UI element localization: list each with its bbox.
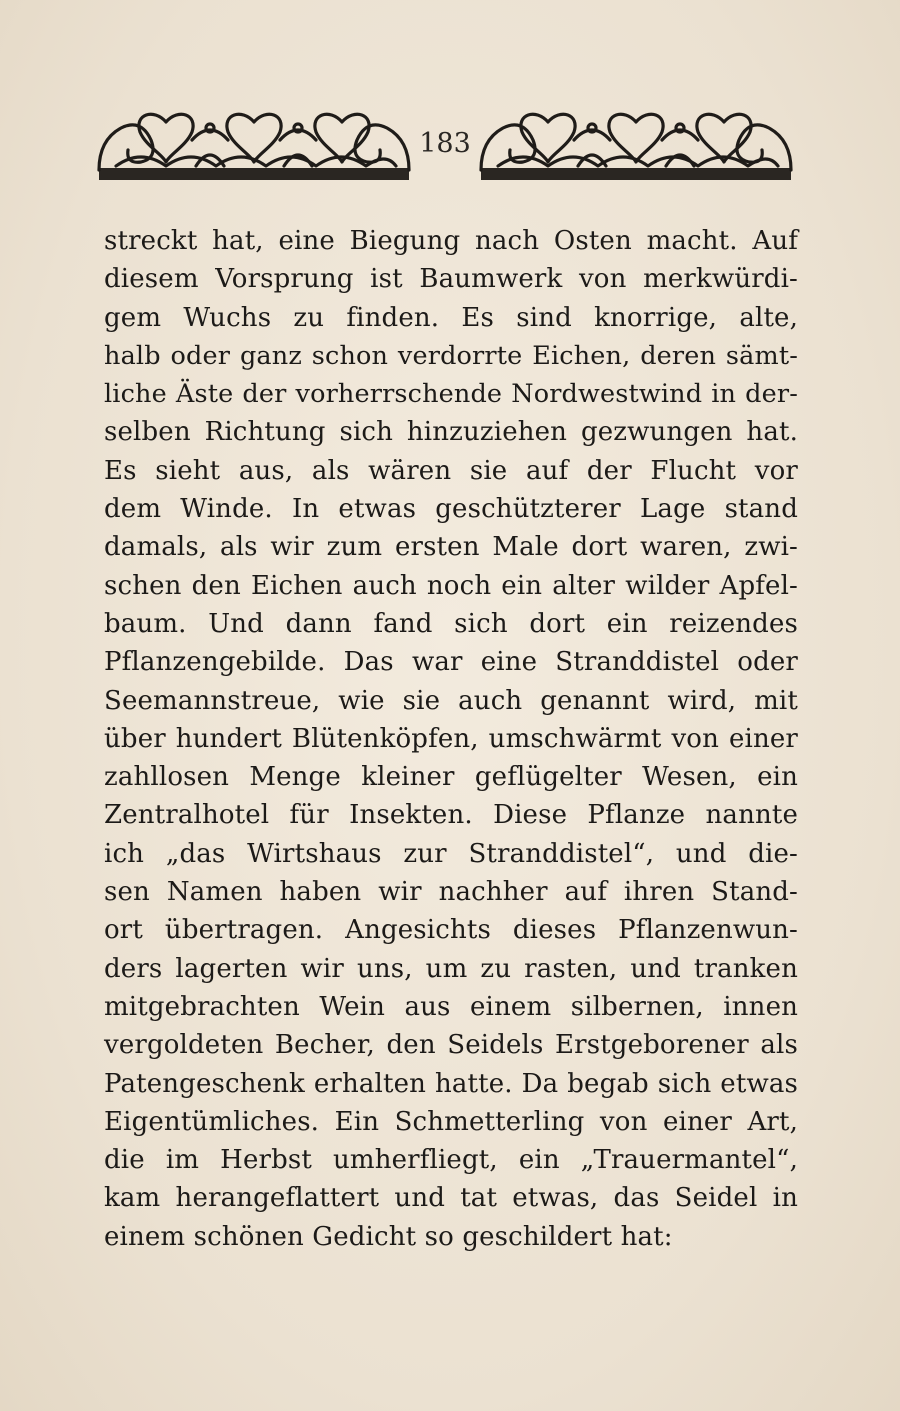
text-line: gem Wuchs zu finden. Es sind knorrige, alte, xyxy=(104,302,798,333)
text-line: diesem Vorsprung ist Baumwerk von merkwürdi- xyxy=(104,264,798,295)
text-line: Zentralhotel für Insekten. Diese Pflanze nannte xyxy=(104,800,798,831)
heart-knot-ornament-icon xyxy=(478,100,794,184)
page-number: 183 xyxy=(419,128,471,159)
text-line: schen den Eichen auch noch ein alter wilder Apfel- xyxy=(104,570,798,601)
text-line: Seemannstreue, wie sie auch genannt wird, mit xyxy=(104,685,798,716)
text-line: über hundert Blütenköpfen, umschwärmt von einer xyxy=(104,723,798,754)
text-line: dem Winde. In etwas geschützterer Lage stand xyxy=(104,494,798,525)
text-line: zahllosen Menge kleiner geflügelter Wesen, ein xyxy=(104,762,798,793)
text-line: ders lagerten wir uns, um zu rasten, und tranken xyxy=(104,953,798,984)
text-line: liche Äste der vorherrschende Nordwestwind in der- xyxy=(104,379,798,410)
text-line: streckt hat, eine Biegung nach Osten macht. Auf xyxy=(104,226,798,256)
text-line: vergoldeten Becher, den Seidels Erstgeborener als xyxy=(104,1030,798,1061)
body-text xyxy=(104,222,798,1256)
text-line: sen Namen haben wir nachher auf ihren Stand- xyxy=(104,877,798,908)
text-line: Patengeschenk erhalten hatte. Da begab sich etwas xyxy=(104,1068,798,1099)
text-line: die im Herbst umherfliegt, ein „Trauermantel“, xyxy=(104,1145,798,1176)
text-line: baum. Und dann fand sich dort ein reizendes xyxy=(104,608,798,639)
text-line: halb oder ganz schon verdorrte Eichen, deren sämt- xyxy=(104,340,798,371)
heart-knot-ornament-icon xyxy=(96,100,412,184)
text-line: damals, als wir zum ersten Male dort waren, zwi- xyxy=(104,532,798,563)
text-line: selben Richtung sich hinzuziehen gezwungen hat. xyxy=(104,417,798,448)
text-line: einem schönen Gedicht so geschildert hat: xyxy=(104,1221,673,1252)
text-line: ort übertragen. Angesichts dieses Pflanzenwun- xyxy=(104,915,798,946)
text-line: mitgebrachten Wein aus einem silbernen, innen xyxy=(104,991,798,1022)
text-line: ich „das Wirtshaus zur Stranddistel“, und die- xyxy=(104,838,798,869)
text-line: Eigentümliches. Ein Schmetterling von einer Art, xyxy=(104,1106,798,1137)
text-line: Pflanzengebilde. Das war eine Stranddistel oder xyxy=(104,647,798,678)
text-line: kam herangeflattert und tat etwas, das Seidel in xyxy=(104,1183,798,1214)
text-line: Es sieht aus, als wären sie auf der Flucht vor xyxy=(104,455,798,486)
